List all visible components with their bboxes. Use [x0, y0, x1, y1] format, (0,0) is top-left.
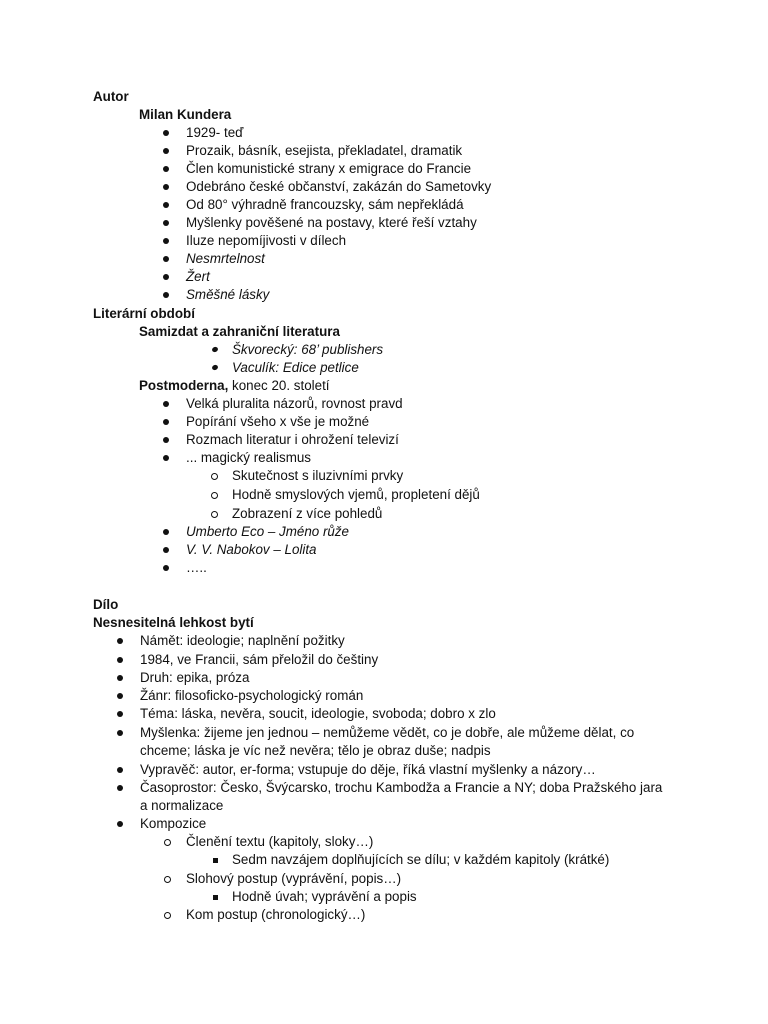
- bullet-icon: [114, 780, 126, 798]
- bullet-icon: [160, 524, 172, 542]
- list-item: Námět: ideologie; naplnění požitky: [140, 633, 345, 648]
- list-item-continuation: a normalizace: [140, 798, 224, 813]
- circle-bullet-icon: [208, 487, 220, 505]
- bullet-icon: [160, 432, 172, 450]
- bullet-icon: [114, 652, 126, 670]
- list-item: 1984, ve Francii, sám přeložil do češtiny: [140, 652, 379, 667]
- square-bullet-icon: [209, 852, 221, 870]
- list-item: Vypravěč: autor, er-forma; vstupuje do děje, říká vlastní myšlenky a názory…: [140, 762, 596, 777]
- list-subitem: Skutečnost s iluzivními prvky: [232, 468, 404, 483]
- bullet-icon: [160, 269, 172, 287]
- circle-bullet-icon: [161, 907, 173, 925]
- bullet-icon: [209, 341, 221, 359]
- list-item: V. V. Nabokov – Lolita: [186, 542, 317, 557]
- list-item: Nesmrtelnost: [186, 251, 265, 266]
- bullet-icon: [160, 233, 172, 251]
- bullet-icon: [114, 633, 126, 651]
- list-item: Myšlenky pověšené na postavy, které řeší vztahy: [186, 215, 477, 230]
- list-item: Umberto Eco – Jméno růže: [186, 524, 349, 539]
- bullet-icon: [160, 251, 172, 269]
- bullet-icon: [160, 287, 172, 305]
- list-item: Velká pluralita názorů, rovnost pravd: [186, 396, 403, 411]
- bullet-icon: [160, 197, 172, 215]
- list-item: Směšné lásky: [186, 287, 270, 302]
- list-item: Vaculík: Edice petlice: [232, 360, 359, 375]
- bullet-icon: [114, 706, 126, 724]
- list-item: Člen komunistické strany x emigrace do Francie: [186, 161, 472, 176]
- bullet-icon: [160, 396, 172, 414]
- list-item: Iluze nepomíjivosti v dílech: [186, 233, 347, 248]
- list-item: Škvorecký: 68’ publishers: [232, 342, 384, 357]
- list-subitem: Hodně smyslových vjemů, propletení dějů: [232, 487, 480, 502]
- bullet-icon: [160, 125, 172, 143]
- list-item: Časoprostor: Česko, Švýcarsko, trochu Kambodža a Francie a NY; doba Pražského jara: [140, 780, 663, 795]
- author-name: Milan Kundera: [139, 107, 232, 122]
- samizdat-heading: Samizdat a zahraniční literatura: [139, 324, 340, 339]
- list-item: Od 80° výhradně francouzsky, sám nepřekládá: [186, 197, 464, 212]
- bullet-icon: [160, 179, 172, 197]
- list-subitem: Zobrazení z více pohledů: [232, 506, 383, 521]
- bullet-icon: [114, 688, 126, 706]
- bullet-icon: [209, 359, 221, 377]
- list-item: …..: [186, 560, 207, 575]
- list-item: ... magický realismus: [186, 450, 312, 465]
- list-item: 1929- teď: [186, 125, 244, 140]
- section-heading-period: Literární období: [93, 306, 195, 321]
- circle-bullet-icon: [208, 506, 220, 524]
- section-heading-dilo: Dílo: [93, 597, 119, 612]
- list-subsubitem: Sedm navzájem doplňujících se dílu; v každém kapitoly (krátké): [232, 852, 610, 867]
- list-item-continuation: chceme; láska je víc než nevěra; tělo je obraz duše; nadpis: [140, 743, 491, 758]
- work-title: Nesnesitelná lehkost bytí: [93, 615, 254, 630]
- list-item: Myšlenka: žijeme jen jednou – nemůžeme vědět, co je dobře, ale můžeme dělat, co: [140, 725, 635, 740]
- list-subsubitem: Hodně úvah; vyprávění a popis: [232, 889, 417, 904]
- circle-bullet-icon: [161, 871, 173, 889]
- list-item: Žánr: filosoficko-psychologický román: [140, 688, 364, 703]
- postmodern-heading: [139, 377, 330, 395]
- list-item: Odebráno české občanství, zakázán do Sametovky: [186, 179, 492, 194]
- list-item: Prozaik, básník, esejista, překladatel, dramatik: [186, 143, 463, 158]
- bullet-icon: [160, 542, 172, 560]
- circle-bullet-icon: [161, 834, 173, 852]
- list-subitem: Slohový postup (vyprávění, popis…): [186, 871, 402, 886]
- bullet-icon: [160, 560, 172, 578]
- bullet-icon: [114, 670, 126, 688]
- postmodern-period: konec 20. století: [228, 378, 330, 393]
- bullet-icon: [160, 414, 172, 432]
- bullet-icon: [114, 816, 126, 834]
- bullet-icon: [114, 725, 126, 743]
- bullet-icon: [114, 762, 126, 780]
- list-item: Druh: epika, próza: [140, 670, 250, 685]
- list-subitem: Členění textu (kapitoly, sloky…): [186, 834, 374, 849]
- list-item: Žert: [186, 269, 210, 284]
- postmodern-label: Postmoderna,: [139, 378, 229, 393]
- bullet-icon: [160, 161, 172, 179]
- section-heading-autor: Autor: [93, 89, 129, 104]
- list-item: Rozmach literatur i ohrožení televizí: [186, 432, 399, 447]
- list-subitem: Kom postup (chronologický…): [186, 907, 366, 922]
- bullet-icon: [160, 450, 172, 468]
- list-item: Téma: láska, nevěra, soucit, ideologie, svoboda; dobro x zlo: [140, 706, 496, 721]
- list-item: Popírání všeho x vše je možné: [186, 414, 370, 429]
- bullet-icon: [160, 215, 172, 233]
- bullet-icon: [160, 143, 172, 161]
- list-item: Kompozice: [140, 816, 207, 831]
- circle-bullet-icon: [208, 468, 220, 486]
- square-bullet-icon: [209, 889, 221, 907]
